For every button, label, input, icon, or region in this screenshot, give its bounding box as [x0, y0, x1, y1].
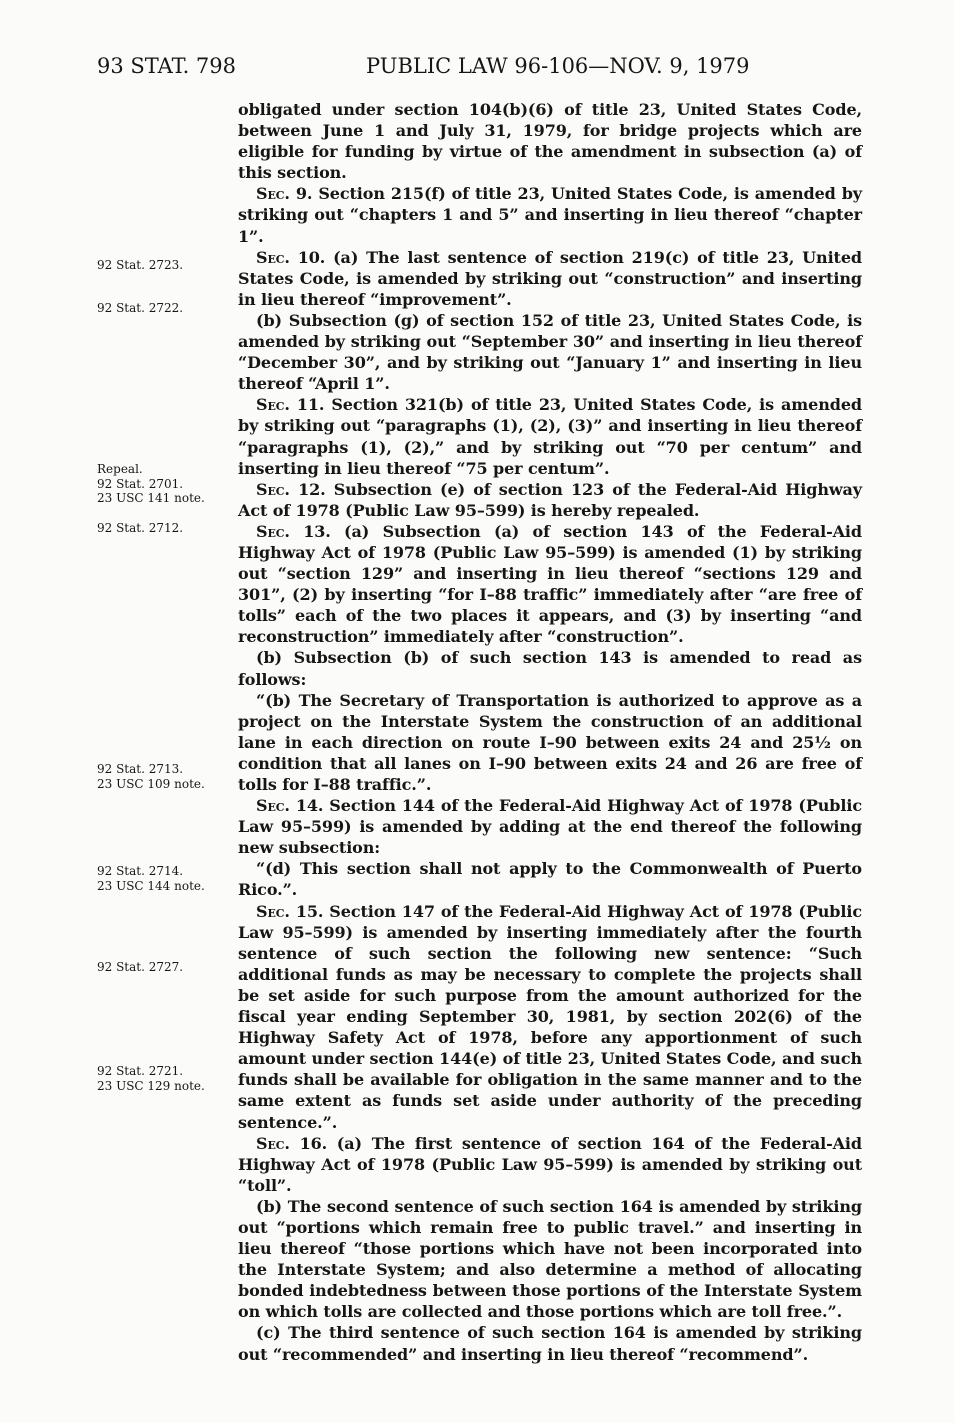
- stat-page-reference: 93 STAT. 798: [97, 54, 237, 78]
- section-9: Sec. 9. Section 215(f) of title 23, United States Code, is amended by striking out “chapters 1 and 5” and inserting in lieu thereof “chapter 1”.: [238, 184, 862, 246]
- margin-note: [97, 960, 237, 975]
- margin-note: [97, 762, 237, 791]
- margin-note-line: 92 Stat. 2723.: [97, 258, 184, 272]
- margin-notes: [0, 0, 230, 1423]
- paragraph: obligated under section 104(b)(6) of title 23, United States Code, between June 1 and July 31, 1979, for bridge projects which are eligible for funding by virtue of the amendment in subsection (a) of this section.: [238, 100, 862, 183]
- law-title: PUBLIC LAW 96-106—NOV. 9, 1979: [366, 54, 750, 78]
- section-15: Sec. 15. Section 147 of the Federal-Aid Highway Act of 1978 (Public Law 95–599) is amended by inserting immediately after the fourth sentence of such section the following new sentence: “Such additional funds as may be necessary to complete the projects shall be set aside for such purpose from the amount authorized for the fiscal year ending September 30, 1981, by section 202(6) of the Highway Safety Act of 1978, before any apportionment of such amount under section 144(e) of title 23, United States Code, and such funds shall be available for obligation in the same manner and to the same extent as funds set aside under authority of the preceding sentence.”.: [238, 901, 862, 1132]
- section-label: Sec.: [256, 901, 290, 921]
- margin-note-line: 23 USC 109 note.: [97, 776, 205, 791]
- margin-note: [97, 521, 237, 536]
- section-10: Sec. 10. (a) The last sentence of section 219(c) of title 23, United States Code, is amended by striking out “construction” and inserting in lieu thereof “improvement”.: [238, 247, 862, 309]
- margin-note-line: 92 Stat. 2713.: [97, 762, 184, 776]
- quoted-paragraph: “(d) This section shall not apply to the Commonwealth of Puerto Rico.”.: [238, 859, 862, 900]
- paragraph: (b) Subsection (g) of section 152 of title 23, United States Code, is amended by striking out “September 30” and inserting in lieu thereof “December 30”, and by striking out “January 1” and inserting in lieu thereof “April 1”.: [238, 310, 862, 394]
- margin-note-line: 23 USC 129 note.: [97, 1078, 205, 1093]
- section-16: Sec. 16. (a) The first sentence of section 164 of the Federal-Aid Highway Act of 1978 (Public Law 95–599) is amended by striking out “toll”.: [238, 1133, 862, 1195]
- margin-note: [97, 1064, 237, 1093]
- section-13: Sec. 13. (a) Subsection (a) of section 143 of the Federal-Aid Highway Act of 1978 (Public Law 95–599) is amended (1) by striking out “section 129” and inserting in lieu thereof “sections 129 and 301”, (2) by inserting “for I–88 traffic” immediately after “are free of tolls” each of the two places it appears, and (3) by inserting “and reconstruction” immediately after “construction”.: [238, 521, 862, 647]
- section-14: Sec. 14. Section 144 of the Federal-Aid Highway Act of 1978 (Public Law 95–599) is amended by adding at the end thereof the following new subsection:: [238, 796, 862, 858]
- paragraph: (b) Subsection (b) of such section 143 is amended to read as follows:: [238, 648, 862, 689]
- margin-note-line: Repeal.: [97, 462, 143, 476]
- margin-note-line: 92 Stat. 2721.: [97, 1064, 184, 1078]
- section-label: Sec.: [256, 247, 290, 267]
- section-label: Sec.: [256, 479, 290, 499]
- paragraph: (b) The second sentence of such section 164 is amended by striking out “portions which remain free to public travel.” and inserting in lieu thereof “those portions which have not been incorporated into the Interstate System; and also determine a method of allocating bonded indebtedness between those portions of the Interstate System on which tolls are collected and those portions which are toll free.”.: [238, 1196, 862, 1322]
- section-label: Sec.: [256, 1133, 290, 1153]
- section-label: Sec.: [256, 521, 290, 541]
- margin-note: [97, 301, 237, 316]
- margin-note: [97, 864, 237, 893]
- section-12: Sec. 12. Subsection (e) of section 123 of the Federal-Aid Highway Act of 1978 (Public Law 95–599) is hereby repealed.: [238, 479, 862, 520]
- body-text: [238, 99, 862, 1365]
- margin-note: [97, 462, 237, 506]
- section-label: Sec.: [256, 796, 290, 816]
- margin-note-line: 92 Stat. 2722.: [97, 301, 184, 315]
- section-label: Sec.: [256, 184, 290, 204]
- margin-note-line: 92 Stat. 2714.: [97, 864, 184, 878]
- paragraph: (c) The third sentence of such section 164 is amended by striking out “recommended” and inserting in lieu thereof “recommend”.: [238, 1323, 862, 1364]
- section-label: Sec.: [256, 395, 290, 415]
- margin-note: [97, 258, 237, 273]
- margin-note-line: 92 Stat. 2701.: [97, 476, 184, 491]
- margin-note-line: 23 USC 144 note.: [97, 878, 205, 893]
- margin-note-line: 23 USC 141 note.: [97, 491, 205, 505]
- section-11: Sec. 11. Section 321(b) of title 23, United States Code, is amended by striking out “paragraphs (1), (2), (3)” and inserting in lieu thereof “paragraphs (1), (2),” and by striking out “70 per centum” and inserting in lieu thereof “75 per centum”.: [238, 395, 862, 478]
- quoted-paragraph: “(b) The Secretary of Transportation is authorized to approve as a project on the Interstate System the construction of an additional lane in each direction on route I–90 between exits 24 and 25½ on condition that all lanes on I–90 between exits 24 and 26 are free of tolls for I–88 traffic.”.: [238, 690, 862, 794]
- margin-note-line: 92 Stat. 2712.: [97, 521, 184, 535]
- margin-note-line: 92 Stat. 2727.: [97, 960, 184, 974]
